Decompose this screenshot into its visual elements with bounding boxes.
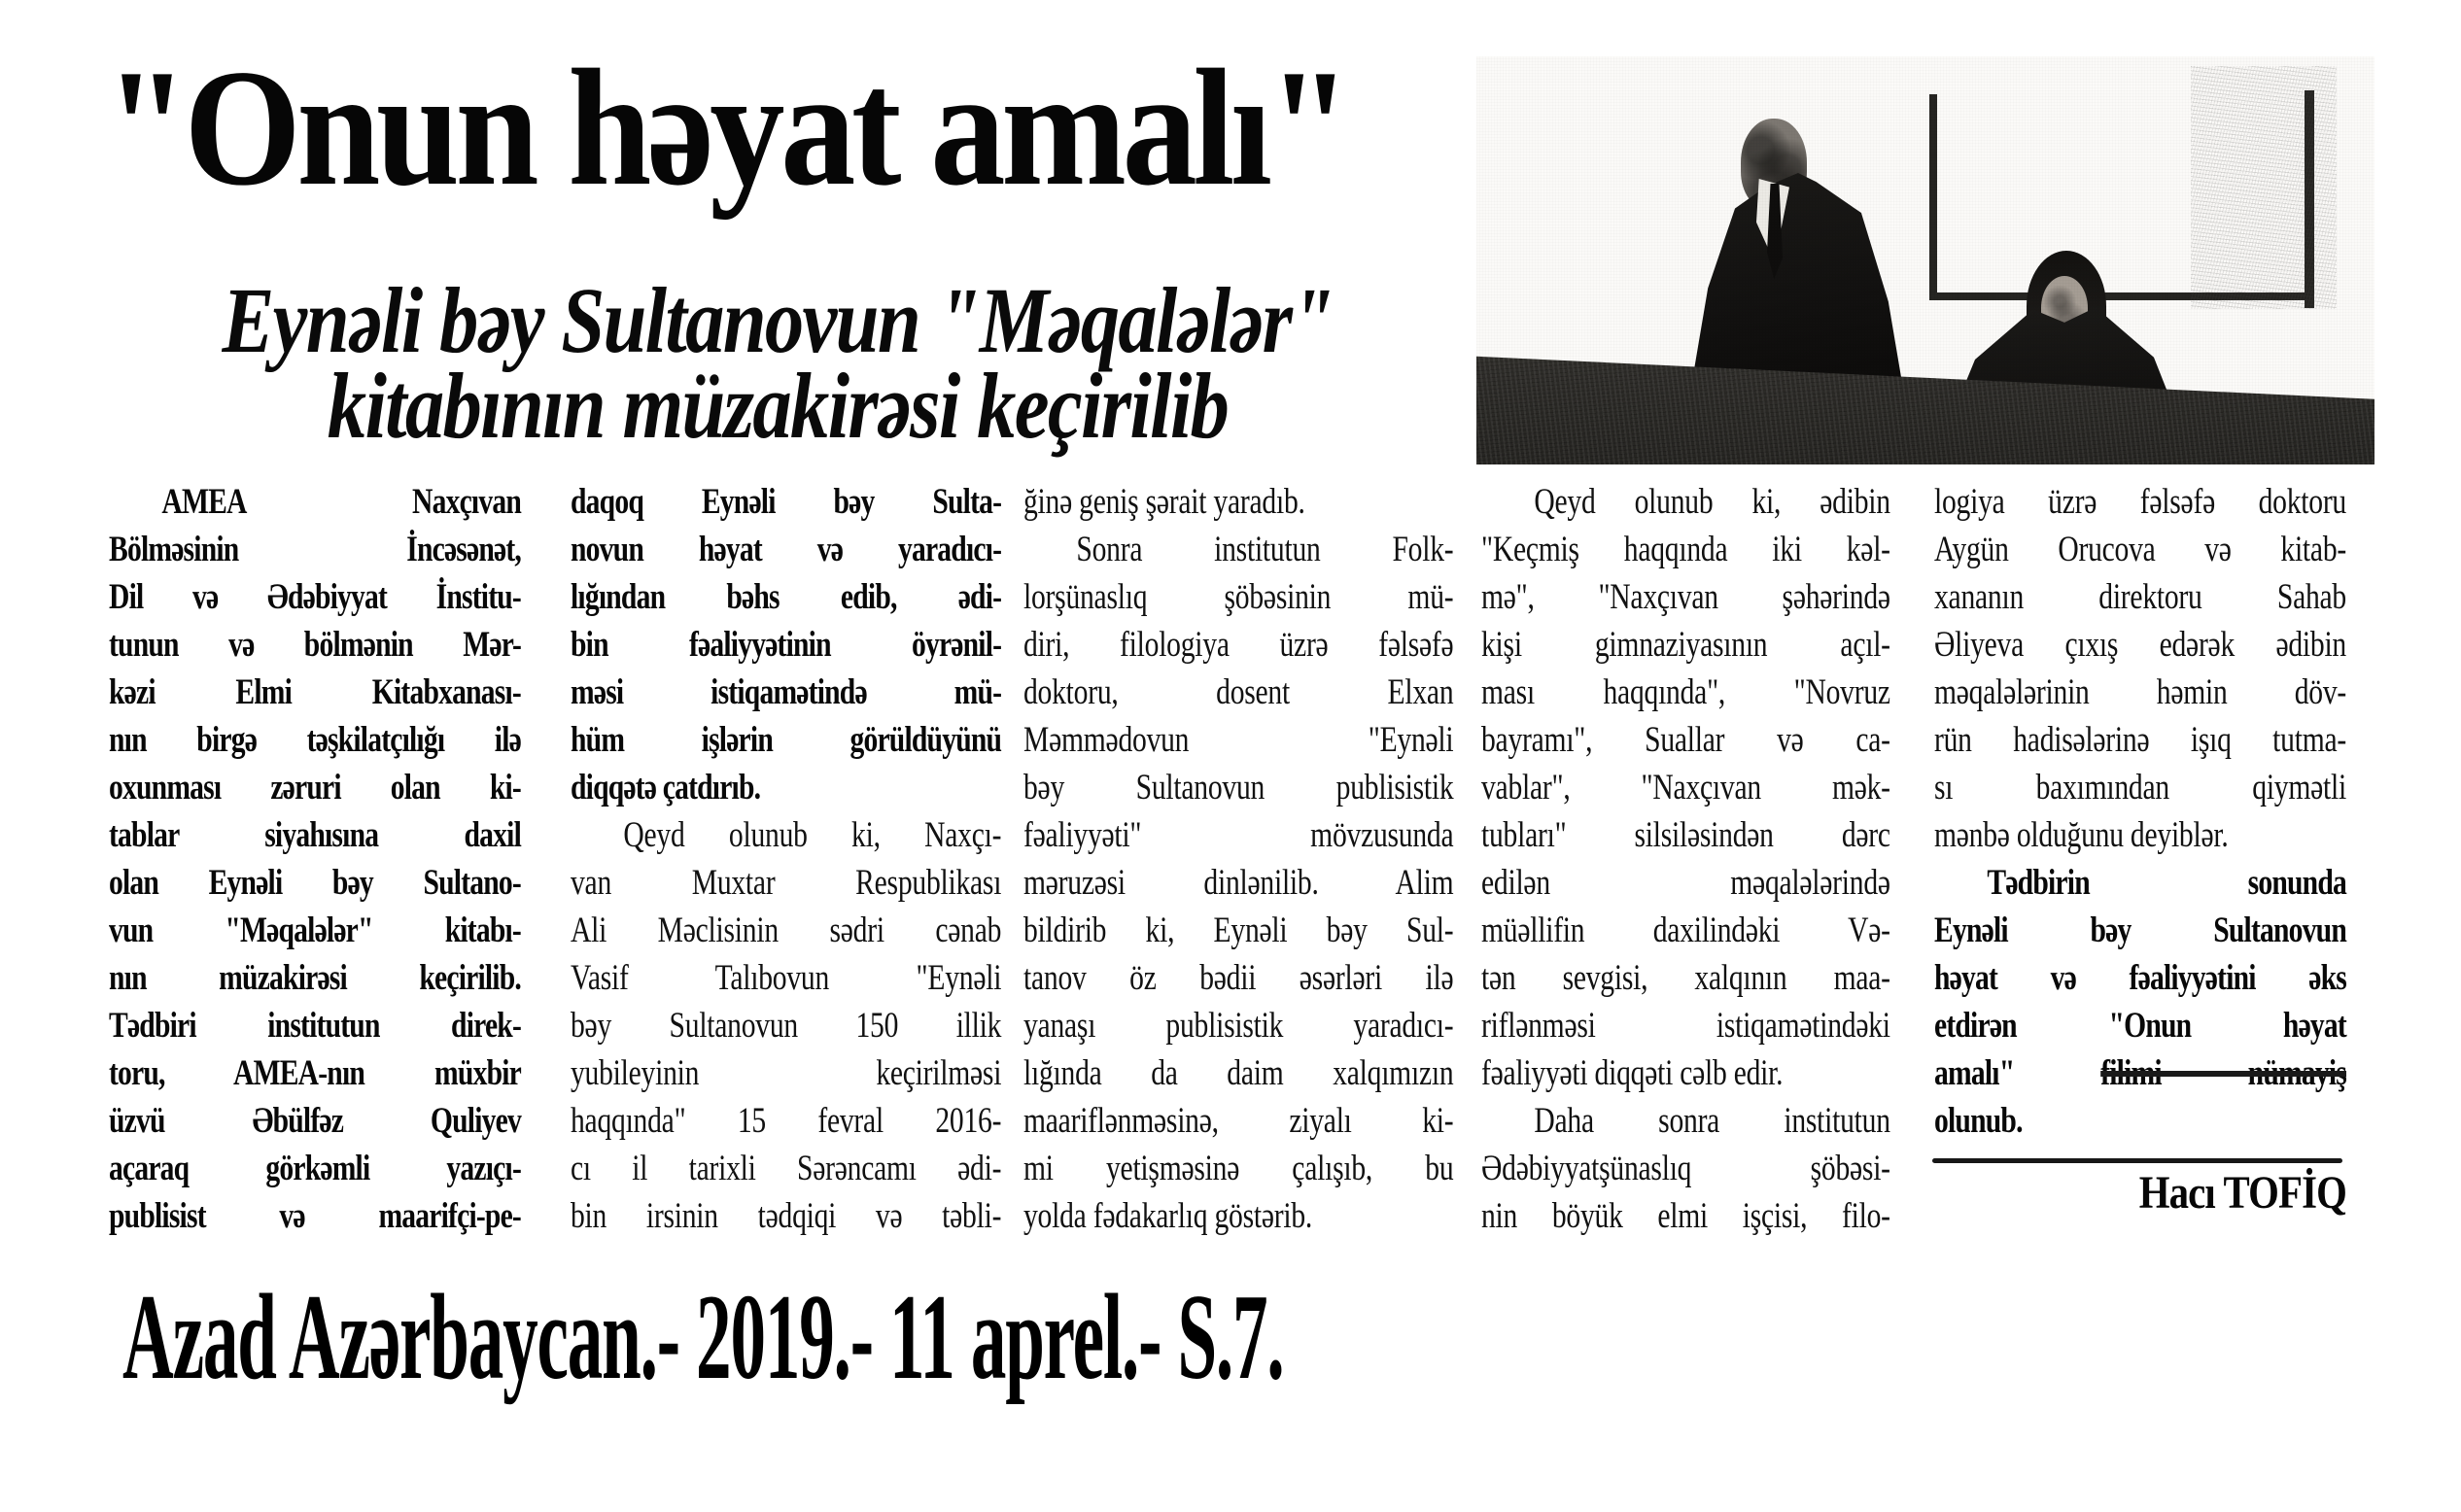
text-line: müəllifin daxilindəki Və-	[1481, 911, 1890, 950]
standing-man-suit	[1685, 173, 1911, 395]
text-line: nin böyük elmi işçisi, filo-	[1481, 1196, 1890, 1236]
text-line: tubları" silsiləsindən dərc	[1481, 815, 1890, 855]
text-line: vun "Məqalələr" kitabı-	[109, 911, 521, 950]
article-column-4	[1481, 478, 1890, 1240]
text-line: etdirən "Onun həyat	[1934, 1006, 2346, 1046]
text-line: həyat və fəaliyyətini əks	[1934, 958, 2346, 998]
text-line: məqalələrinin həmin döv-	[1934, 672, 2346, 712]
text-line: tunun və bölmənin Mər-	[109, 625, 521, 665]
text-line: lığında da daim xalqımızın	[1023, 1053, 1454, 1093]
article-column-3	[1023, 478, 1453, 1240]
text-line: ğinə geniş şərait yaradıb.	[1023, 482, 1305, 522]
subtitle-line-2: kitabının müzakirəsi keçirilib	[327, 354, 1229, 458]
text-line: ması haqqında", "Novruz	[1481, 672, 1890, 712]
text-line: hüm işlərin görüldüyünü	[571, 720, 1002, 760]
text-line: tən sevgisi, xalqının maa-	[1481, 958, 1890, 998]
text-line: Bölməsinin İncəsənət,	[109, 530, 521, 569]
text-line: Ədəbiyyatşünaslıq şöbəsi-	[1481, 1149, 1890, 1188]
text-line: yanaşı publisistik yaradıcı-	[1023, 1006, 1454, 1046]
photo-noise-band	[2191, 66, 2337, 309]
text-line: toru, AMEA-nın müxbir	[109, 1053, 521, 1093]
text-line: bayramı", Suallar və ca-	[1481, 720, 1890, 760]
text-line: Məmmədovun "Eynəli	[1023, 720, 1454, 760]
text-line: mi yetişməsinə çalışıb, bu	[1023, 1149, 1454, 1188]
text-line: Qeyd olunub ki, ədibin	[1534, 482, 1890, 522]
text-line: Daha sonra institutun	[1534, 1101, 1890, 1141]
text-line: olan Eynəli bəy Sultano-	[109, 863, 521, 903]
text-line: Qeyd olunub ki, Naxçı-	[623, 815, 1002, 855]
text-line: mənbə olduğunu deyiblər.	[1934, 815, 2229, 855]
text-line: lığından bəhs edib, ədi-	[571, 577, 1002, 617]
text-line: Vasif Talıbovun "Eynəli	[571, 958, 1002, 998]
text-line: bəy Sultanovun publisistik	[1023, 768, 1454, 808]
text-line: lorşünaslıq şöbəsinin mü-	[1023, 577, 1454, 617]
text-line: Əliyeva çıxış edərək ədibin	[1934, 625, 2346, 665]
board-frame-left-edge	[1929, 94, 1937, 298]
text-line: AMEA Naxçıvan	[161, 482, 521, 522]
text-line: bin fəaliyyətinin öyrənil-	[571, 625, 1002, 665]
text-line: yubileyinin keçirilməsi	[571, 1053, 1002, 1093]
text-line: Aygün Orucova və kitab-	[1934, 530, 2346, 569]
text-line: haqqında" 15 fevral 2016-	[571, 1101, 1002, 1141]
text-line: mə", "Naxçıvan şəhərində	[1481, 577, 1890, 617]
text-line: rün hadisələrinə işıq tutma-	[1934, 720, 2346, 760]
text-line: Sonra institutun Folk-	[1076, 530, 1454, 569]
text-line: logiya üzrə fəlsəfə doktoru	[1934, 482, 2346, 522]
text-line: kəzi Elmi Kitabxanası-	[109, 672, 521, 712]
text-line: fəaliyyəti diqqəti cəlb edir.	[1481, 1053, 1784, 1093]
text-line: fəaliyyəti" mövzusunda	[1023, 815, 1454, 855]
byline-divider-rule	[1932, 1158, 2342, 1163]
text-line: Ali Məclisinin sədri cənab	[571, 911, 1002, 950]
text-line: oxunması zəruri olan ki-	[109, 768, 521, 808]
text-line: nın müzakirəsi keçirilib.	[109, 958, 521, 998]
text-line: edilən məqalələrində	[1481, 863, 1890, 903]
subtitle-line-1: Eynəli bəy Sultanovun "Məqalələr"	[222, 268, 1334, 372]
text-line: novun həyat və yaradıcı-	[571, 530, 1002, 569]
text-line: xananın direktoru Sahab	[1934, 577, 2346, 617]
author-byline: Hacı TOFİQ	[2138, 1167, 2346, 1219]
text-line: sı baxımından qiymətli	[1934, 768, 2346, 808]
article-photo	[1476, 56, 2374, 464]
source-citation: Azad Azərbaycan.- 2019.- 11 aprel.- S.7.	[122, 1270, 1284, 1405]
text-line: vablar", "Naxçıvan mək-	[1481, 768, 1890, 808]
text-line: məruzəsi dinlənilib. Alim	[1023, 863, 1454, 903]
text-line: bəy Sultanovun 150 illik	[571, 1006, 1002, 1046]
article-title: "Onun həyat amalı"	[105, 36, 1347, 221]
article-column-2	[571, 478, 1001, 1240]
article-column-5	[1934, 478, 2346, 1145]
text-line: üzvü Əbülfəz Quliyev	[109, 1101, 521, 1141]
text-line: bildirib ki, Eynəli bəy Sul-	[1023, 911, 1454, 950]
text-line: cı il tarixli Sərəncamı ədi-	[571, 1149, 1002, 1188]
text-line: Tədbiri institutun direk-	[109, 1006, 521, 1046]
text-line: diqqətə çatdırıb.	[571, 768, 761, 808]
article-column-1	[109, 478, 521, 1240]
text-line: açaraq görkəmli yazıçı-	[109, 1149, 521, 1188]
article-subtitle	[206, 268, 1349, 458]
text-line: Dil və Ədəbiyyat İnstitu-	[109, 577, 521, 617]
text-line: Tədbirin sonunda	[1987, 863, 2346, 903]
text-line: yolda fədakarlıq göstərib.	[1023, 1196, 1313, 1236]
text-line: Eynəli bəy Sultanovun	[1934, 911, 2346, 950]
text-line: maariflənməsinə, ziyalı ki-	[1023, 1101, 1454, 1141]
text-line: daqoq Eynəli bəy Sulta-	[571, 482, 1002, 522]
text-line: nın birgə təşkilatçılığı ilə	[109, 720, 521, 760]
text-line: diri, filologiya üzrə fəlsəfə	[1023, 625, 1454, 665]
text-line: tanov öz bədii əsərləri ilə	[1023, 958, 1454, 998]
text-line: doktoru, dosent Elxan	[1023, 672, 1454, 712]
text-line: tablar siyahısına daxil	[109, 815, 521, 855]
text-line: bin irsinin tədqiqi və təbli-	[571, 1196, 1002, 1236]
text-line: "Keçmiş haqqında iki kəl-	[1481, 530, 1890, 569]
text-line: amalı" filimi nümayiş	[1934, 1053, 2346, 1093]
text-line: məsi istiqamətində mü-	[571, 672, 1002, 712]
text-line: kişi gimnaziyasının açıl-	[1481, 625, 1890, 665]
text-line: publisist və maarifçi-pe-	[109, 1196, 521, 1236]
text-line: van Muxtar Respublikası	[571, 863, 1002, 903]
text-line: olunub.	[1934, 1101, 2023, 1141]
text-line: riflənməsi istiqamətindəki	[1481, 1006, 1890, 1046]
